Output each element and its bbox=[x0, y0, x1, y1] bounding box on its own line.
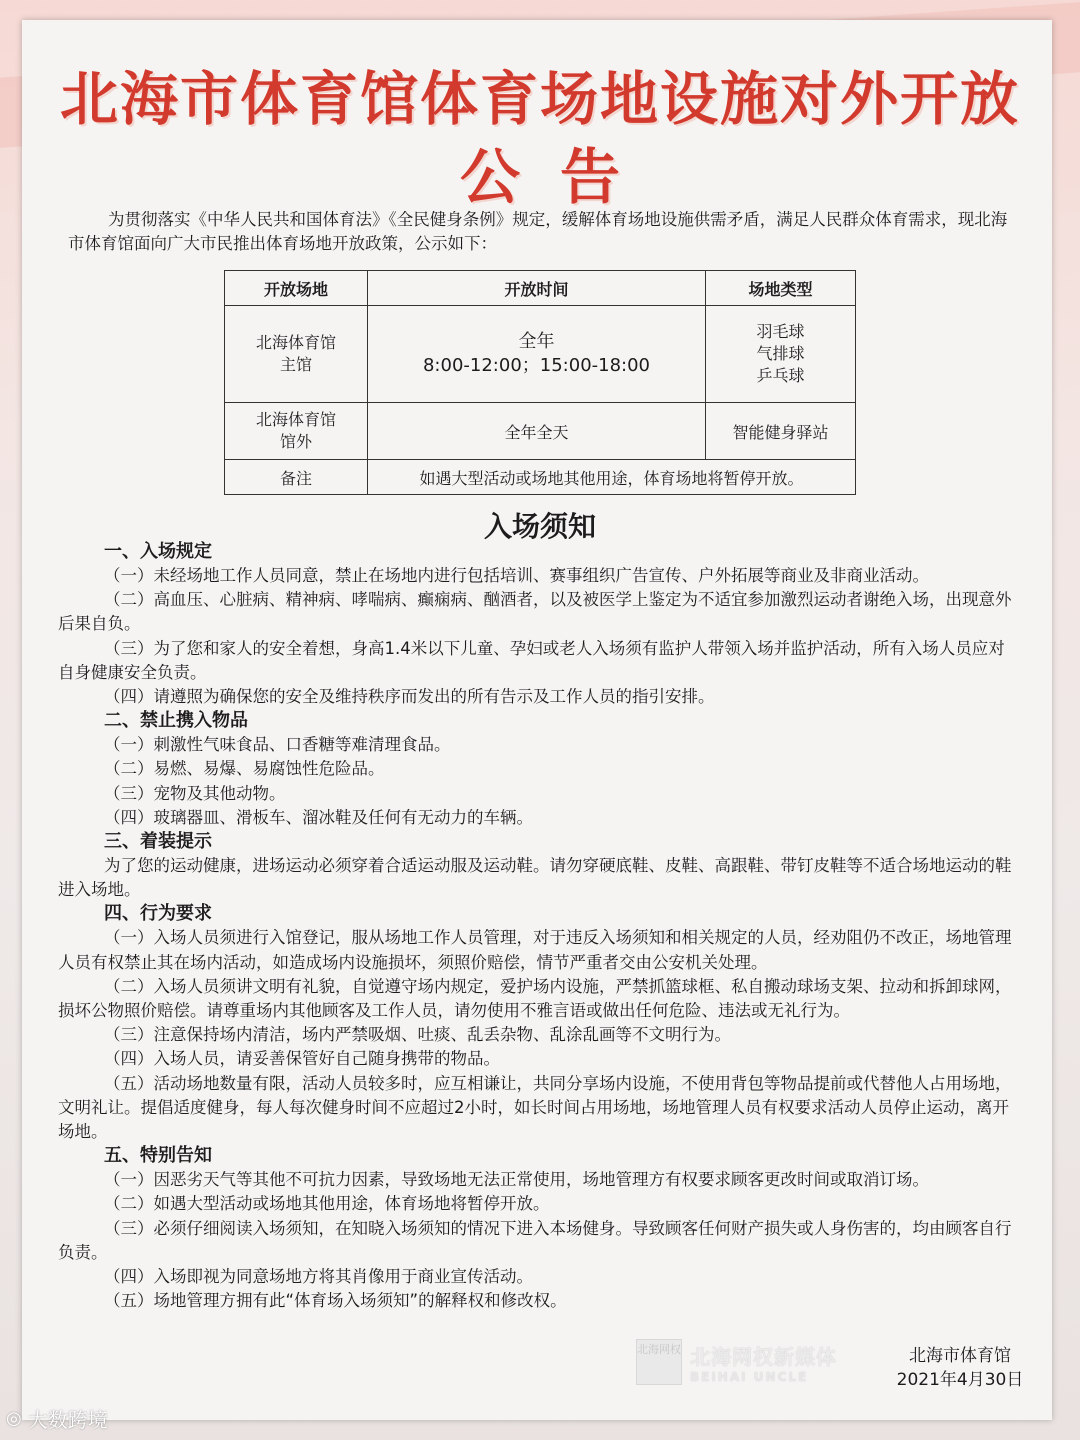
table-cell-time bbox=[368, 306, 706, 403]
source-watermark bbox=[6, 1404, 108, 1433]
time-line: 8:00-12:00；15:00-18:00 bbox=[422, 355, 651, 376]
source-name: 大数跨境 bbox=[27, 1408, 108, 1432]
rule-item: （三）注意保持场内清洁，场内严禁吸烟、吐痰、乱丢杂物、乱涂乱画等不文明行为。 bbox=[104, 1025, 731, 1045]
media-watermark bbox=[636, 1336, 850, 1388]
rule-item: （二）高血压、心脏病、精神病、哮喘病、癫痫病、酗酒者，以及被医学上鉴定为不适宜参加激烈运动者谢绝入场，出现意外后果自负。 bbox=[58, 590, 1012, 634]
rule-item: （四）请遵照为确保您的安全及维持秩序而发出的所有告示及工作人员的指引安排。 bbox=[104, 687, 715, 707]
rule-item: 为了您的运动健康，进场运动必须穿着合适运动服及运动鞋。请勿穿硬底鞋、皮鞋、高跟鞋、带钉皮鞋等不适合场地运动的鞋进入场地。 bbox=[58, 856, 1012, 900]
issuer-name: 北海市体育馆 bbox=[909, 1346, 1011, 1366]
watermark-sub: BEIHAI UNCLE bbox=[690, 1369, 809, 1384]
section-heading: 二、禁止携入物品 bbox=[104, 710, 248, 732]
rule-item: （三）为了您和家人的安全着想，身高1.4米以下儿童、孕妇或老人入场须有监护人带领入场并监护活动，所有入场人员应对自身健康安全负责。 bbox=[58, 638, 1005, 682]
rules-title: 入场须知 bbox=[483, 510, 596, 543]
notice-title: 北海市体育馆体育场地设施对外开放 bbox=[59, 65, 1020, 133]
rule-item: （二）如遇大型活动或场地其他用途，体育场地将暂停开放。 bbox=[104, 1194, 550, 1214]
venue-line: 北海体育馆 bbox=[255, 333, 336, 352]
table-cell-venue bbox=[225, 403, 368, 460]
table-cell-label: 备注 bbox=[225, 460, 368, 495]
venue-line: 馆外 bbox=[279, 432, 312, 451]
table-cell-note: 如遇大型活动或场地其他用途，体育场地将暂停开放。 bbox=[368, 460, 856, 495]
rules-body bbox=[58, 540, 1018, 1313]
section-heading: 四、行为要求 bbox=[104, 903, 212, 925]
rule-item: （五）场地管理方拥有此“体育场入场须知”的解释权和修改权。 bbox=[104, 1291, 567, 1311]
table-cell-type bbox=[706, 306, 856, 403]
venue-line: 主馆 bbox=[279, 355, 312, 374]
table-header-venue: 开放场地 bbox=[225, 271, 368, 306]
type-line: 气排球 bbox=[756, 344, 805, 363]
rule-item: （一）未经场地工作人员同意，禁止在场地内进行包括培训、赛事组织广告宣传、户外拓展等商业及非商业活动。 bbox=[104, 566, 929, 585]
rule-item: （三）必须仔细阅读入场须知，在知晓入场须知的情况下进入本场健身。导致顾客任何财产损失或人身伤害的，均由顾客自行负责。 bbox=[58, 1218, 1012, 1262]
table-row bbox=[225, 460, 856, 495]
rule-item: （三）宠物及其他动物。 bbox=[104, 783, 286, 803]
issue-date: 2021年4月30日 bbox=[896, 1370, 1024, 1390]
table-row bbox=[225, 403, 856, 460]
type-line: 羽毛球 bbox=[756, 322, 805, 341]
rule-item: （五）活动场地数量有限，活动人员较多时，应互相谦让，共同分享场内设施，不使用背包等物品提前或代替他人占用场地，文明礼让。提倡适度健身，每人每次健身时间不应超过2小时，如长时间占用场地，场地管理人员有权要求活动人员停止运动，离开场地。 bbox=[58, 1073, 1012, 1142]
weibo-icon: ◎ bbox=[6, 1408, 22, 1429]
rule-item: （二）入场人员须讲文明有礼貌，自觉遵守场内规定，爱护场内设施，严禁抓篮球框、私自搬动球场支架、拉动和拆卸球网，损坏公物照价赔偿。请尊重场内其他顾客及工作人员，请勿使用不雅言语或做出任何危险、违法或无礼行为。 bbox=[58, 976, 1012, 1021]
opening-table bbox=[224, 270, 856, 495]
rule-item: （四）入场即视为同意场地方将其肖像用于商业宣传活动。 bbox=[104, 1267, 533, 1287]
signature-block bbox=[870, 1344, 1050, 1392]
section-heading: 一、入场规定 bbox=[104, 541, 212, 562]
table-header-type: 场地类型 bbox=[706, 271, 856, 306]
venue-line: 北海体育馆 bbox=[255, 410, 336, 429]
table-cell-venue bbox=[225, 306, 368, 403]
rule-item: （一）刺激性气味食品、口香糖等难清理食品。 bbox=[104, 735, 451, 755]
watermark-stamp-icon: 北海网权 bbox=[636, 1339, 682, 1385]
watermark-text bbox=[690, 1341, 837, 1384]
rule-item: （一）入场人员须进行入馆登记，服从场地工作人员管理，对于违反入场须知和相关规定的人员，经劝阻仍不改正，场地管理人员有权禁止其在场内活动，如造成场内设施损坏，须照价赔偿，情节严重者交由公安机关处理。 bbox=[58, 928, 1012, 972]
section-heading: 五、特别告知 bbox=[104, 1145, 212, 1167]
type-line: 乒乓球 bbox=[756, 366, 805, 385]
rule-item: （二）易燃、易爆、易腐蚀性危险品。 bbox=[104, 759, 385, 779]
table-header-time: 开放时间 bbox=[368, 271, 706, 306]
table-row bbox=[225, 306, 856, 403]
notice-subtitle: 公告 bbox=[460, 143, 660, 213]
notice-intro: 为贯彻落实《中华人民共和国体育法》《全民健身条例》规定，缓解体育场地设施供需矛盾，满足人民群众体育需求，现北海市体育馆面向广大市民推出体育场地开放政策，公示如下： bbox=[68, 210, 1008, 253]
section-heading: 三、着装提示 bbox=[104, 831, 212, 853]
table-cell-time: 全年全天 bbox=[368, 403, 706, 460]
rule-item: （四）玻璃器皿、滑板车、溜冰鞋及任何有无动力的车辆。 bbox=[104, 807, 533, 827]
rule-item: （一）因恶劣天气等其他不可抗力因素，导致场地无法正常使用，场地管理方有权要求顾客更改时间或取消订场。 bbox=[104, 1170, 929, 1190]
watermark-main: 北海网权新媒体 bbox=[690, 1344, 837, 1369]
rule-item: （四）入场人员，请妥善保管好自己随身携带的物品。 bbox=[104, 1049, 500, 1069]
table-cell-type: 智能健身驿站 bbox=[706, 403, 856, 460]
time-line: 全年 bbox=[518, 331, 555, 352]
